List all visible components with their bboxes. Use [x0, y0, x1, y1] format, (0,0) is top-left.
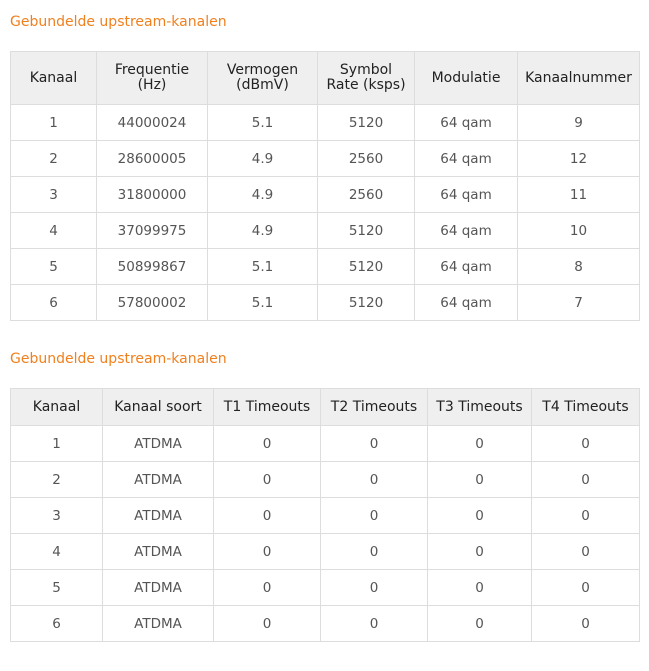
cell-t1: 0	[214, 534, 321, 570]
cell-kanaal-soort: ATDMA	[103, 462, 214, 498]
cell-t4: 0	[532, 498, 640, 534]
cell-t2: 0	[321, 570, 428, 606]
cell-kanaal: 1	[11, 105, 97, 141]
cell-t3: 0	[428, 570, 532, 606]
cell-kanaal: 4	[11, 213, 97, 249]
upstream-channels-table	[10, 51, 640, 321]
cell-modulatie: 64 qam	[415, 105, 518, 141]
cell-kanaal: 3	[11, 498, 103, 534]
col-header-kanaal: Kanaal	[11, 52, 97, 105]
cell-kanaalnummer: 9	[518, 105, 640, 141]
cell-t1: 0	[214, 498, 321, 534]
cell-t1: 0	[214, 570, 321, 606]
cell-modulatie: 64 qam	[415, 249, 518, 285]
cell-vermogen: 5.1	[208, 249, 318, 285]
cell-symbol-rate: 5120	[318, 285, 415, 321]
cell-t2: 0	[321, 606, 428, 642]
col-header-t1-timeouts: T1 Timeouts	[214, 389, 321, 426]
cell-modulatie: 64 qam	[415, 177, 518, 213]
table-row	[11, 105, 640, 141]
cell-vermogen: 5.1	[208, 285, 318, 321]
cell-symbol-rate: 5120	[318, 105, 415, 141]
cell-kanaal: 3	[11, 177, 97, 213]
cell-kanaalnummer: 7	[518, 285, 640, 321]
cell-t2: 0	[321, 534, 428, 570]
col-header-vermogen: Vermogen (dBmV)	[208, 52, 318, 105]
cell-frequentie: 37099975	[97, 213, 208, 249]
col-header-t2-timeouts: T2 Timeouts	[321, 389, 428, 426]
cell-t2: 0	[321, 426, 428, 462]
cell-symbol-rate: 2560	[318, 177, 415, 213]
table-row	[11, 285, 640, 321]
cell-kanaalnummer: 12	[518, 141, 640, 177]
cell-vermogen: 4.9	[208, 177, 318, 213]
cell-kanaal: 2	[11, 141, 97, 177]
col-header-kanaal: Kanaal	[11, 389, 103, 426]
table-row	[11, 249, 640, 285]
col-header-frequentie: Frequentie (Hz)	[97, 52, 208, 105]
cell-kanaal: 6	[11, 285, 97, 321]
table-row	[11, 606, 640, 642]
cell-kanaal: 4	[11, 534, 103, 570]
cell-t4: 0	[532, 570, 640, 606]
cell-t3: 0	[428, 534, 532, 570]
cell-kanaal: 5	[11, 570, 103, 606]
cell-modulatie: 64 qam	[415, 213, 518, 249]
upstream-section-title: Gebundelde upstream-kanalen	[10, 14, 227, 30]
cell-kanaal: 2	[11, 462, 103, 498]
col-header-t4-timeouts: T4 Timeouts	[532, 389, 640, 426]
cell-t4: 0	[532, 606, 640, 642]
cell-kanaalnummer: 8	[518, 249, 640, 285]
col-header-symbol-rate: Symbol Rate (ksps)	[318, 52, 415, 105]
cell-t4: 0	[532, 462, 640, 498]
cell-t4: 0	[532, 426, 640, 462]
cell-modulatie: 64 qam	[415, 285, 518, 321]
table-header-row	[11, 389, 640, 426]
cell-modulatie: 64 qam	[415, 141, 518, 177]
cell-symbol-rate: 5120	[318, 213, 415, 249]
cell-frequentie: 57800002	[97, 285, 208, 321]
cell-t3: 0	[428, 606, 532, 642]
timeouts-table	[10, 388, 640, 642]
timeouts-section-title: Gebundelde upstream-kanalen	[10, 351, 227, 367]
cell-frequentie: 31800000	[97, 177, 208, 213]
cell-kanaalnummer: 11	[518, 177, 640, 213]
table-row	[11, 570, 640, 606]
table-row	[11, 498, 640, 534]
cell-t4: 0	[532, 534, 640, 570]
table-row	[11, 141, 640, 177]
cell-vermogen: 4.9	[208, 213, 318, 249]
table-row	[11, 462, 640, 498]
cell-kanaal: 6	[11, 606, 103, 642]
table-header-row	[11, 52, 640, 105]
cell-kanaal-soort: ATDMA	[103, 570, 214, 606]
cell-vermogen: 5.1	[208, 105, 318, 141]
col-header-kanaalnummer: Kanaalnummer	[518, 52, 640, 105]
table-row	[11, 426, 640, 462]
cell-t3: 0	[428, 426, 532, 462]
cell-t3: 0	[428, 498, 532, 534]
cell-t2: 0	[321, 498, 428, 534]
table-row	[11, 177, 640, 213]
col-header-modulatie: Modulatie	[415, 52, 518, 105]
cell-kanaal: 5	[11, 249, 97, 285]
table-row	[11, 534, 640, 570]
cell-frequentie: 28600005	[97, 141, 208, 177]
col-header-t3-timeouts: T3 Timeouts	[428, 389, 532, 426]
cell-t2: 0	[321, 462, 428, 498]
cell-t3: 0	[428, 462, 532, 498]
cell-t1: 0	[214, 426, 321, 462]
cell-kanaal-soort: ATDMA	[103, 534, 214, 570]
cell-kanaal-soort: ATDMA	[103, 606, 214, 642]
cell-vermogen: 4.9	[208, 141, 318, 177]
table-row	[11, 213, 640, 249]
cell-symbol-rate: 2560	[318, 141, 415, 177]
cell-kanaal-soort: ATDMA	[103, 426, 214, 462]
cell-t1: 0	[214, 462, 321, 498]
cell-frequentie: 44000024	[97, 105, 208, 141]
cell-kanaalnummer: 10	[518, 213, 640, 249]
col-header-kanaal-soort: Kanaal soort	[103, 389, 214, 426]
cell-frequentie: 50899867	[97, 249, 208, 285]
cell-kanaal: 1	[11, 426, 103, 462]
cell-kanaal-soort: ATDMA	[103, 498, 214, 534]
cell-t1: 0	[214, 606, 321, 642]
cell-symbol-rate: 5120	[318, 249, 415, 285]
